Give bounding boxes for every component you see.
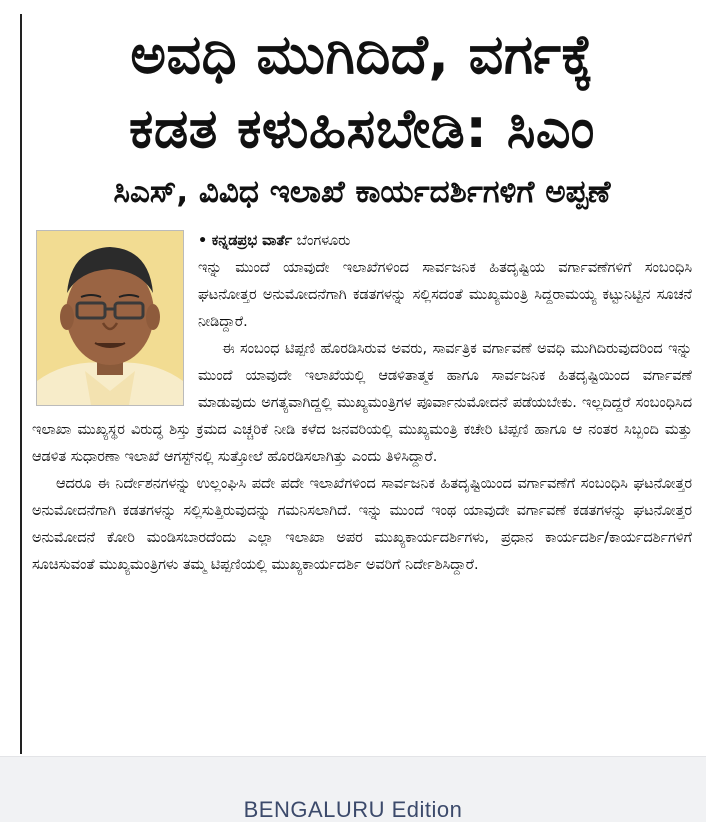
headline-line-2: ಕಡತ ಕಳುಹಿಸಬೇಡಿ: ಸಿಎಂ	[129, 97, 595, 160]
article-paragraph-3: ಆದರೂ ಈ ನಿರ್ದೇಶನಗಳನ್ನು ಉಲ್ಲಂಘಿಸಿ ಪದೇ ಪದೇ ಇಲಾಖೆಗಳಿಂದ ಸಾರ್ವಜನಿಕ ಹಿತದೃಷ್ಟಿಯಿಂದ ವರ್ಗಾವಣೆಗೆ ಸಂಬಂಧಿಸಿ ಘಟನೋತ್ತರ ಅನುಮೋದನೆಗಾಗಿ ಕಡತಗಳನ್ನು ಸಲ್ಲಿಸುತ್ತಿರುವುದನ್ನು ಗಮನಿಸಲಾಗಿದೆ. ಇನ್ನು ಮುಂದೆ ಇಂಥ ಯಾವುದೇ ವರ್ಗಾವಣೆ ಕಡತಗಳನ್ನು ಘಟನೋತ್ತರ ಅನುಮೋದನೆ ಕೋರಿ ಮಂಡಿಸಬಾರದೆಂದು ಎಲ್ಲಾ ಇಲಾಖಾ ಅಪರ ಮುಖ್ಯಕಾರ್ಯದರ್ಶಿಗಳು, ಪ್ರಧಾನ ಕಾರ್ಯದರ್ಶಿ/ಕಾರ್ಯದರ್ಶಿಗಳಿಗೆ ಸೂಚಿಸುವಂತೆ ಮುಖ್ಯಮಂತ್ರಿಗಳು ತಮ್ಮ ಟಿಪ್ಪಣಿಯಲ್ಲಿ ಮುಖ್ಯಕಾರ್ಯದರ್ಶಿ ಅವರಿಗೆ ನಿರ್ದೇಶಿಸಿದ್ದಾರೆ.	[32, 476, 692, 573]
article-paragraph-1: ಇನ್ನು ಮುಂದೆ ಯಾವುದೇ ಇಲಾಖೆಗಳಿಂದ ಸಾರ್ವಜನಿಕ ಹಿತದೃಷ್ಟಿಯ ವರ್ಗಾವಣೆಗಳಿಗೆ ಸಂಬಂಧಿಸಿ ಘಟನೋತ್ತರ ಅನುಮೋದನೆಗಾಗಿ ಕಡತಗಳನ್ನು ಸಲ್ಲಿಸದಂತೆ ಮುಖ್ಯಮಂತ್ರಿ ಸಿದ್ದರಾಮಯ್ಯ ಕಟ್ಟುನಿಟ್ಟಿನ ಸೂಚನೆ ನೀಡಿದ್ದಾರೆ.	[198, 260, 692, 330]
portrait-photo	[36, 230, 184, 406]
article-paragraph-2: ಈ ಸಂಬಂಧ ಟಿಪ್ಪಣಿ ಹೊರಡಿಸಿರುವ ಅವರು, ಸಾರ್ವತ್ರಿಕ ವರ್ಗಾವಣೆ ಅವಧಿ ಮುಗಿದಿರುವುದರಿಂದ ಇನ್ನು ಮುಂದೆ ಯಾವುದೇ ಇಲಾಖೆಯಲ್ಲಿ ಆಡಳಿತಾತ್ಮಕ ಹಾಗೂ ಸಾರ್ವಜನಿಕ ಹಿತದೃಷ್ಟಿಯಿಂದ ವರ್ಗಾವಣೆ ಮಾಡುವುದು ಅಗತ್ಯವಾಗಿದ್ದಲ್ಲಿ ಮುಖ್ಯಮಂತ್ರಿಗಳ ಪೂರ್ವಾನುಮೋದನೆ ಪಡೆಯಬೇಕು. ಇಲ್ಲದಿದ್ದರೆ ಸಂಬಂಧಿಸಿದ ಇಲಾಖಾ ಮುಖ್ಯಸ್ಥರ ವಿರುದ್ಧ ಶಿಸ್ತು ಕ್ರಮದ ಎಚ್ಚರಿಕೆ ನೀಡಿ ಕಳೆದ ಜನವರಿಯಲ್ಲಿ ಮುಖ್ಯಮಂತ್ರಿ ಕಚೇರಿ ಟಿಪ್ಪಣಿ ಹಾಗೂ ಆ ನಂತರ ಸಿಬ್ಬಂದಿ ಮತ್ತು ಆಡಳಿತ ಸುಧಾರಣಾ ಇಲಾಖೆ ಆಗಸ್ಟ್‌ನಲ್ಲಿ ಸುತ್ತೋಲೆ ಹೊರಡಿಸಲಾಗಿತ್ತು ಎಂದು ತಿಳಿಸಿದ್ದಾರೆ.	[32, 341, 692, 465]
subheadline: ಸಿಎಸ್‌, ವಿವಿಧ ಇಲಾಖೆ ಕಾರ್ಯದರ್ಶಿಗಳಿಗೆ ಅಪ್ಪಣೆ	[113, 174, 611, 210]
edition-footer	[0, 756, 706, 822]
byline-bullet: •	[198, 233, 208, 249]
edition-label[interactable]: BENGALURU Edition	[243, 797, 463, 822]
article-body	[32, 228, 692, 579]
portrait-illustration	[37, 231, 183, 405]
headline-line-1: ಅವಧಿ ಮುಗಿದಿದೆ, ವರ್ಗಕ್ಕೆ	[130, 23, 594, 86]
article-clipping	[32, 14, 692, 754]
byline-agency: ಕನ್ನಡಪ್ರಭ ವಾರ್ತೆ	[211, 233, 293, 249]
column-rule	[20, 14, 22, 754]
byline-location: ಬೆಂಗಳೂರು	[296, 233, 351, 249]
